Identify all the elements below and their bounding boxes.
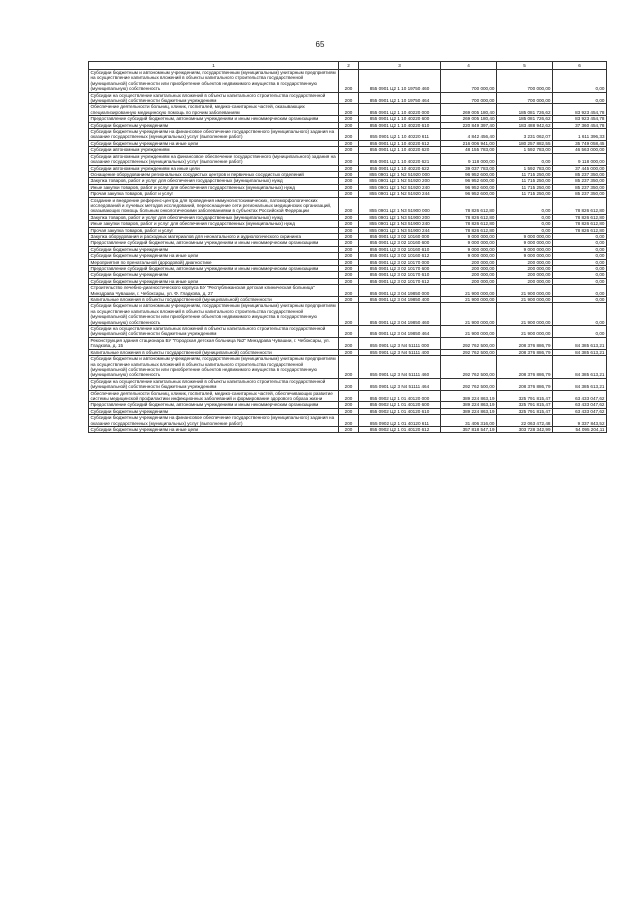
row-amount-col6: 84 385 613,21 [553, 349, 607, 355]
row-amount-col5: 1 592 783,00 [497, 165, 553, 171]
row-description: Капитальные вложения в объекты государственной (муниципальной) собственности [89, 349, 339, 355]
row-amount-total: 292 762 500,00 [441, 337, 497, 349]
row-amount-col5: 9 000 000,00 [497, 240, 553, 246]
column-header: 5 [497, 62, 553, 70]
row-description: Субсидии бюджетным и автономным учреждениям, государственным (муниципальным) унитарным предприятиям на осуществление капитальных вложений в объекты капитального строительства государственной (муниципальной) собственности или приобретение объектов недвижимого имущества в государственную (муниципальную) собственность [89, 70, 339, 93]
row-amount-col6: 84 385 613,21 [553, 337, 607, 349]
row-code: 200 [339, 129, 359, 141]
row-amount-col5: 325 791 815,47 [497, 408, 553, 414]
row-amount-col6: 0,00 [553, 70, 607, 93]
row-amount-col5: 1 592 783,00 [497, 147, 553, 153]
row-amount-col5: 200 000,00 [497, 266, 553, 272]
row-description: Субсидии бюджетным учреждениям [89, 122, 339, 128]
row-description: Строительство лечебно-диагностического корпуса БУ "Республиканская детская клиническая больница" Минздрава Чувашии, г. Чебоксары, ул. Ф. Гладкова, д. 27 [89, 285, 339, 297]
row-classification: 855 0902 Ц2 1 01 40120 600 [359, 402, 441, 408]
row-code: 200 [339, 171, 359, 177]
row-amount-col6: 0,00 [553, 278, 607, 284]
row-amount-col6: 78 826 612,80 [553, 197, 607, 214]
row-amount-col5: 21 900 000,00 [497, 285, 553, 297]
row-amount-total: 96 952 600,00 [441, 191, 497, 197]
row-amount-col5: 9 000 000,00 [497, 246, 553, 252]
row-classification: 855 0901 Ц2 1 10 40220 622 [359, 165, 441, 171]
row-amount-col6: 46 563 000,00 [553, 147, 607, 153]
row-amount-col5: 22 063 472,48 [497, 415, 553, 427]
row-description: Закупка товаров, работ и услуг для обеспечения государственных (муниципальных) нужд [89, 214, 339, 220]
table-row [89, 390, 607, 402]
row-amount-total: 9 000 000,00 [441, 253, 497, 259]
row-classification: 855 0902 Ц2 1 01 40120 611 [359, 415, 441, 427]
row-code: 200 [339, 147, 359, 153]
row-classification: 855 0901 Ц2 3 02 10170 000 [359, 259, 441, 265]
table-row [89, 266, 607, 272]
row-classification: 855 0901 Ц2 3 N4 51111 000 [359, 337, 441, 349]
column-header: 1 [89, 62, 339, 70]
row-code: 200 [339, 153, 359, 165]
table-row [89, 285, 607, 297]
row-amount-total: 4 842 456,40 [441, 129, 497, 141]
row-code: 200 [339, 408, 359, 414]
row-classification: 855 0902 Ц2 1 01 40120 000 [359, 390, 441, 402]
row-description: Предоставление субсидий бюджетным, автономным учреждениям и иным некоммерческим организациям [89, 240, 339, 246]
table-row [89, 303, 607, 326]
row-amount-total: 200 000,00 [441, 259, 497, 265]
table-row [89, 378, 607, 390]
row-amount-total: 21 900 000,00 [441, 326, 497, 338]
row-classification: 855 0901 Ц2 1 10 40220 611 [359, 129, 441, 141]
table-row [89, 253, 607, 259]
row-amount-col5: 0,00 [497, 227, 553, 233]
table-row [89, 129, 607, 141]
row-code: 200 [339, 402, 359, 408]
row-code: 200 [339, 140, 359, 146]
row-description: Субсидии бюджетным учреждениям на иные цели [89, 426, 339, 432]
row-classification: 855 0901 Ц2 3 N4 51111 400 [359, 349, 441, 355]
table-row [89, 402, 607, 408]
row-amount-col6: 54 095 204,11 [553, 426, 607, 432]
row-code: 200 [339, 297, 359, 303]
row-code: 200 [339, 116, 359, 122]
row-classification: 855 0901 Ц2 1 N2 51920 240 [359, 184, 441, 190]
table-row [89, 415, 607, 427]
row-amount-col5: 325 791 815,47 [497, 390, 553, 402]
row-amount-col6: 78 826 612,80 [553, 214, 607, 220]
table-body [89, 70, 607, 433]
row-amount-total: 200 000,00 [441, 278, 497, 284]
row-code: 200 [339, 278, 359, 284]
row-amount-total: 220 849 397,40 [441, 122, 497, 128]
row-amount-total: 216 006 941,00 [441, 140, 497, 146]
row-description: Субсидии автономным учреждениям на финансовое обеспечение государственного (муниципального) задания на оказание государственных (муниципальных) услуг (выполнение работ) [89, 153, 339, 165]
row-amount-col5: 0,00 [497, 153, 553, 165]
row-description: Иные закупки товаров, работ и услуг для обеспечения государственных (муниципальных) нужд [89, 184, 339, 190]
row-amount-total: 292 762 500,00 [441, 378, 497, 390]
row-description: Реконструкция здания стационара БУ "Городская детская больница №2" Минздрава Чувашии, г. Чебоксары, ул. Гладкова, д. 15 [89, 337, 339, 349]
row-amount-col5: 11 715 250,00 [497, 171, 553, 177]
row-code: 200 [339, 303, 359, 326]
column-header: 3 [359, 62, 441, 70]
row-amount-col5: 21 900 000,00 [497, 297, 553, 303]
row-amount-col6: 83 923 454,78 [553, 104, 607, 116]
row-amount-col5: 21 900 000,00 [497, 326, 553, 338]
row-classification: 855 0901 Ц2 3 02 10160 000 [359, 233, 441, 239]
row-description: Субсидии на осуществление капитальных вложений в объекты капитального строительства государственной (муниципальной) собственности бюджетным учреждениям [89, 378, 339, 390]
row-amount-col6: 35 749 058,45 [553, 140, 607, 146]
row-classification: 855 0901 Ц2 3 02 10170 612 [359, 278, 441, 284]
row-classification: 855 0901 Ц2 1 10 19750 464 [359, 92, 441, 104]
row-amount-col5: 11 715 250,00 [497, 191, 553, 197]
row-classification: 855 0902 Ц2 1 01 40120 612 [359, 426, 441, 432]
table-row [89, 92, 607, 104]
row-amount-col6: 0,00 [553, 303, 607, 326]
table-row [89, 104, 607, 116]
row-amount-col5: 11 715 250,00 [497, 178, 553, 184]
row-amount-col5: 11 715 250,00 [497, 184, 553, 190]
table-row [89, 147, 607, 153]
table-row [89, 171, 607, 177]
row-amount-total: 292 762 500,00 [441, 356, 497, 379]
row-description: Закупка товаров, работ и услуг для обеспечения государственных (муниципальных) нужд [89, 178, 339, 184]
table-row [89, 153, 607, 165]
row-amount-col6: 78 826 612,80 [553, 227, 607, 233]
row-code: 200 [339, 390, 359, 402]
row-amount-col6: 0,00 [553, 297, 607, 303]
row-amount-total: 389 224 863,19 [441, 408, 497, 414]
row-description: Закупка оборудования и расходных материалов для неонатального и аудиологического скрининга [89, 233, 339, 239]
row-classification: 855 0901 Ц2 1 10 19750 460 [359, 70, 441, 93]
row-amount-col5: 208 376 886,79 [497, 356, 553, 379]
table-row [89, 349, 607, 355]
row-classification: 855 0901 Ц2 1 10 40220 600 [359, 116, 441, 122]
row-amount-col6: 0,00 [553, 92, 607, 104]
row-code: 200 [339, 184, 359, 190]
table-row [89, 116, 607, 122]
row-code: 200 [339, 92, 359, 104]
table-row [89, 272, 607, 278]
row-classification: 855 0901 Ц2 3 04 19850 464 [359, 326, 441, 338]
column-header: 4 [441, 62, 497, 70]
table-row [89, 278, 607, 284]
table-row [89, 122, 607, 128]
table-row [89, 408, 607, 414]
row-classification: 855 0901 Ц2 1 N3 51900 244 [359, 227, 441, 233]
row-amount-col5: 325 791 815,47 [497, 402, 553, 408]
row-description: Предоставление субсидий бюджетным, автономным учреждениям и иным некоммерческим организациям [89, 266, 339, 272]
table-row [89, 140, 607, 146]
row-description: Прочая закупка товаров, работ и услуг [89, 227, 339, 233]
row-amount-col6: 0,00 [553, 246, 607, 252]
row-amount-total: 9 000 000,00 [441, 233, 497, 239]
row-amount-col5: 208 376 886,79 [497, 378, 553, 390]
table-row [89, 297, 607, 303]
row-amount-col6: 37 445 000,00 [553, 165, 607, 171]
row-classification: 855 0901 Ц2 3 04 19850 400 [359, 297, 441, 303]
row-classification: 855 0901 Ц2 3 02 10170 610 [359, 272, 441, 278]
row-description: Субсидии бюджетным учреждениям на финансовое обеспечение государственного (муниципального) задания на оказание государственных (муниципальных) услуг (выполнение работ) [89, 415, 339, 427]
table-row [89, 165, 607, 171]
row-code: 200 [339, 415, 359, 427]
row-description: Предоставление субсидий бюджетным, автономным учреждениям и иным некоммерческим организациям [89, 116, 339, 122]
row-amount-col6: 37 360 454,78 [553, 122, 607, 128]
row-amount-total: 269 005 180,40 [441, 104, 497, 116]
row-amount-total: 21 900 000,00 [441, 297, 497, 303]
row-amount-col6: 85 237 350,00 [553, 171, 607, 177]
table-row [89, 240, 607, 246]
row-amount-col5: 700 000,00 [497, 70, 553, 93]
row-amount-total: 389 224 863,19 [441, 390, 497, 402]
row-amount-total: 78 826 612,80 [441, 227, 497, 233]
row-code: 200 [339, 349, 359, 355]
row-amount-col5: 208 376 886,79 [497, 349, 553, 355]
row-description: Предоставление субсидий бюджетным, автономным учреждениям и иным некоммерческим организациям [89, 402, 339, 408]
table-row [89, 70, 607, 93]
row-amount-total: 269 005 180,40 [441, 116, 497, 122]
row-amount-total: 31 406 316,00 [441, 415, 497, 427]
row-description: Мероприятия по пренатальной (дородовой) диагностике [89, 259, 339, 265]
row-amount-col5: 180 257 882,55 [497, 140, 553, 146]
row-amount-col6: 63 433 047,62 [553, 408, 607, 414]
row-amount-col6: 78 826 612,80 [553, 221, 607, 227]
row-code: 200 [339, 214, 359, 220]
row-code: 200 [339, 165, 359, 171]
row-classification: 855 0901 Ц2 3 04 19850 460 [359, 303, 441, 326]
row-code: 200 [339, 240, 359, 246]
row-amount-total: 357 818 547,19 [441, 426, 497, 432]
row-amount-total: 21 900 000,00 [441, 303, 497, 326]
page-number: 65 [315, 40, 325, 49]
row-classification: 855 0901 Ц2 3 N4 51111 464 [359, 378, 441, 390]
row-amount-total: 700 000,00 [441, 70, 497, 93]
row-amount-total: 9 118 000,00 [441, 153, 497, 165]
table-row [89, 337, 607, 349]
row-classification: 855 0901 Ц2 3 02 10170 600 [359, 266, 441, 272]
row-amount-total: 96 952 600,00 [441, 171, 497, 177]
row-classification: 855 0901 Ц2 1 N2 51920 244 [359, 191, 441, 197]
row-amount-col6: 0,00 [553, 272, 607, 278]
row-amount-col5: 208 376 886,79 [497, 337, 553, 349]
row-code: 200 [339, 221, 359, 227]
row-amount-col5: 183 488 942,62 [497, 122, 553, 128]
table-row [89, 426, 607, 432]
row-amount-total: 21 900 000,00 [441, 285, 497, 297]
row-classification: 855 0901 Ц2 3 N4 51111 460 [359, 356, 441, 379]
row-amount-col6: 9 337 843,52 [553, 415, 607, 427]
row-classification: 855 0901 Ц2 1 10 40220 610 [359, 122, 441, 128]
budget-table [88, 61, 607, 433]
row-amount-col5: 21 900 000,00 [497, 303, 553, 326]
row-description: Субсидии бюджетным учреждениям на иные цели [89, 278, 339, 284]
table-row [89, 197, 607, 214]
row-description: Капитальные вложения в объекты государственной (муниципальной) собственности [89, 297, 339, 303]
row-description: Субсидии на осуществление капитальных вложений в объекты капитального строительства государственной (муниципальной) собственности бюджетным учреждениям [89, 92, 339, 104]
row-code: 200 [339, 227, 359, 233]
row-description: Субсидии бюджетным учреждениям на иные цели [89, 253, 339, 259]
row-description: Субсидии бюджетным и автономным учреждениям, государственным (муниципальным) унитарным предприятиям на осуществление капитальных вложений в объекты капитального строительства государственной (муниципальной) собственности или приобретение объектов недвижимого имущества в государственную (муниципальную) собственность [89, 303, 339, 326]
table-header-row [89, 62, 607, 70]
row-description: Иные закупки товаров, работ и услуг для обеспечения государственных (муниципальных) нужд [89, 221, 339, 227]
row-amount-total: 96 952 600,00 [441, 178, 497, 184]
row-amount-total: 78 826 612,80 [441, 214, 497, 220]
row-amount-col5: 3 231 062,07 [497, 129, 553, 141]
row-amount-col5: 200 000,00 [497, 272, 553, 278]
row-code: 200 [339, 272, 359, 278]
row-classification: 855 0901 Ц2 3 04 19850 000 [359, 285, 441, 297]
row-classification: 855 0901 Ц2 1 N2 51920 200 [359, 178, 441, 184]
row-amount-col6: 0,00 [553, 266, 607, 272]
row-amount-col5: 185 081 726,62 [497, 104, 553, 116]
row-description: Субсидии бюджетным учреждениям [89, 246, 339, 252]
row-code: 200 [339, 233, 359, 239]
table-row [89, 233, 607, 239]
column-header: 2 [339, 62, 359, 70]
row-amount-col5: 9 000 000,00 [497, 233, 553, 239]
row-classification: 855 0902 Ц2 1 01 40120 610 [359, 408, 441, 414]
row-code: 200 [339, 253, 359, 259]
table-row [89, 326, 607, 338]
row-amount-col5: 9 000 000,00 [497, 253, 553, 259]
row-classification: 855 0901 Ц2 1 N3 51900 240 [359, 221, 441, 227]
row-amount-total: 200 000,00 [441, 266, 497, 272]
row-code: 200 [339, 326, 359, 338]
row-description: Субсидии бюджетным учреждениям на иные цели [89, 140, 339, 146]
row-description: Обеспечение деятельности больниц, клиник, госпиталей, медико-санитарных частей, обеспечивающих развитие системы медицинской профилактики инфекционных заболеваний и формирование здорового образа жизни [89, 390, 339, 402]
row-amount-col6: 9 118 000,00 [553, 153, 607, 165]
row-amount-col5: 185 081 726,62 [497, 116, 553, 122]
row-amount-col6: 0,00 [553, 240, 607, 246]
row-classification: 855 0901 Ц2 3 02 10160 600 [359, 240, 441, 246]
row-amount-col5: 200 000,00 [497, 259, 553, 265]
row-description: Прочая закупка товаров, работ и услуг [89, 191, 339, 197]
row-amount-col6: 63 433 047,62 [553, 402, 607, 408]
row-description: Субсидии бюджетным учреждениям на финансовое обеспечение государственного (муниципального) задания на оказание государственных (муниципальных) услуг (выполнение работ) [89, 129, 339, 141]
row-classification: 855 0901 Ц2 1 N3 51900 000 [359, 197, 441, 214]
row-classification: 855 0901 Ц2 1 10 40220 620 [359, 147, 441, 153]
row-code: 200 [339, 266, 359, 272]
table-row [89, 191, 607, 197]
row-description: Обеспечение деятельности больниц, клиник, госпиталей, медико-санитарных частей, оказывающих специализированную медицинскую помощь по прочим заболеваниям [89, 104, 339, 116]
row-amount-col5: 200 000,00 [497, 278, 553, 284]
row-classification: 855 0901 Ц2 1 10 40220 612 [359, 140, 441, 146]
row-description: Субсидии бюджетным учреждениям [89, 408, 339, 414]
row-amount-total: 9 000 000,00 [441, 240, 497, 246]
row-classification: 855 0901 Ц2 1 N2 51920 000 [359, 171, 441, 177]
row-code: 200 [339, 426, 359, 432]
row-classification: 855 0901 Ц2 1 10 40220 000 [359, 104, 441, 116]
row-code: 200 [339, 122, 359, 128]
row-description: Субсидии бюджетным учреждениям [89, 272, 339, 278]
row-description: Субсидии бюджетным и автономным учреждениям, государственным (муниципальным) унитарным предприятиям на осуществление капитальных вложений в объекты капитального строительства государственной (муниципальной) собственности или приобретение объектов недвижимого имущества в государственную (муниципальную) собственность [89, 356, 339, 379]
row-amount-col6: 0,00 [553, 233, 607, 239]
row-amount-col6: 85 237 350,00 [553, 184, 607, 190]
row-amount-total: 200 000,00 [441, 272, 497, 278]
row-amount-total: 9 000 000,00 [441, 246, 497, 252]
row-code: 200 [339, 378, 359, 390]
row-amount-col6: 85 237 350,00 [553, 191, 607, 197]
row-description: Субсидии автономным учреждениям [89, 147, 339, 153]
table-row [89, 259, 607, 265]
row-amount-total: 78 826 612,80 [441, 197, 497, 214]
row-amount-col5: 700 000,00 [497, 92, 553, 104]
row-code: 200 [339, 197, 359, 214]
row-code: 200 [339, 104, 359, 116]
table-row [89, 184, 607, 190]
row-amount-col5: 0,00 [497, 221, 553, 227]
row-code: 200 [339, 70, 359, 93]
row-amount-total: 389 224 863,19 [441, 402, 497, 408]
row-code: 200 [339, 178, 359, 184]
table-row [89, 246, 607, 252]
row-amount-col6: 84 385 613,21 [553, 378, 607, 390]
row-amount-total: 700 000,00 [441, 92, 497, 104]
row-amount-col6: 63 433 047,62 [553, 390, 607, 402]
row-amount-total: 292 762 500,00 [441, 349, 497, 355]
row-amount-col6: 0,00 [553, 326, 607, 338]
row-amount-total: 78 826 612,80 [441, 221, 497, 227]
row-amount-total: 39 037 783,00 [441, 165, 497, 171]
row-amount-col5: 0,00 [497, 214, 553, 220]
row-description: Субсидии на осуществление капитальных вложений в объекты капитального строительства государственной (муниципальной) собственности бюджетным учреждениям [89, 326, 339, 338]
row-description: Субсидии автономным учреждениям на иные цели [89, 165, 339, 171]
row-description: Оснащение оборудованием региональных сосудистых центров и первичных сосудистых отделений [89, 171, 339, 177]
row-amount-total: 96 952 600,00 [441, 184, 497, 190]
table-row [89, 356, 607, 379]
row-classification: 855 0901 Ц2 3 02 10160 612 [359, 253, 441, 259]
row-classification: 855 0901 Ц2 3 02 10160 610 [359, 246, 441, 252]
row-amount-col6: 0,00 [553, 253, 607, 259]
row-amount-col6: 84 385 613,21 [553, 356, 607, 379]
row-amount-col5: 0,00 [497, 197, 553, 214]
row-amount-total: 48 155 783,00 [441, 147, 497, 153]
table-row [89, 178, 607, 184]
row-code: 200 [339, 356, 359, 379]
row-amount-col6: 0,00 [553, 285, 607, 297]
column-header: 6 [553, 62, 607, 70]
row-classification: 855 0901 Ц2 1 N3 51900 200 [359, 214, 441, 220]
row-code: 200 [339, 191, 359, 197]
row-code: 200 [339, 259, 359, 265]
row-amount-col6: 85 237 350,00 [553, 178, 607, 184]
row-code: 200 [339, 337, 359, 349]
row-amount-col6: 0,00 [553, 259, 607, 265]
row-amount-col6: 1 611 396,33 [553, 129, 607, 141]
row-classification: 855 0901 Ц2 1 10 40220 621 [359, 153, 441, 165]
row-amount-col6: 83 923 454,78 [553, 116, 607, 122]
row-code: 200 [339, 285, 359, 297]
row-amount-col5: 303 728 342,99 [497, 426, 553, 432]
row-code: 200 [339, 246, 359, 252]
row-description: Создание и внедрение референс-центра для проведения иммуногистохимических, патоморфологических исследований и лучевых методов исследований, переоснащение сети региональных медицинских организаций, оказывающих помощь больным онкологическими заболеваниями в субъектах Российской Федерации [89, 197, 339, 214]
